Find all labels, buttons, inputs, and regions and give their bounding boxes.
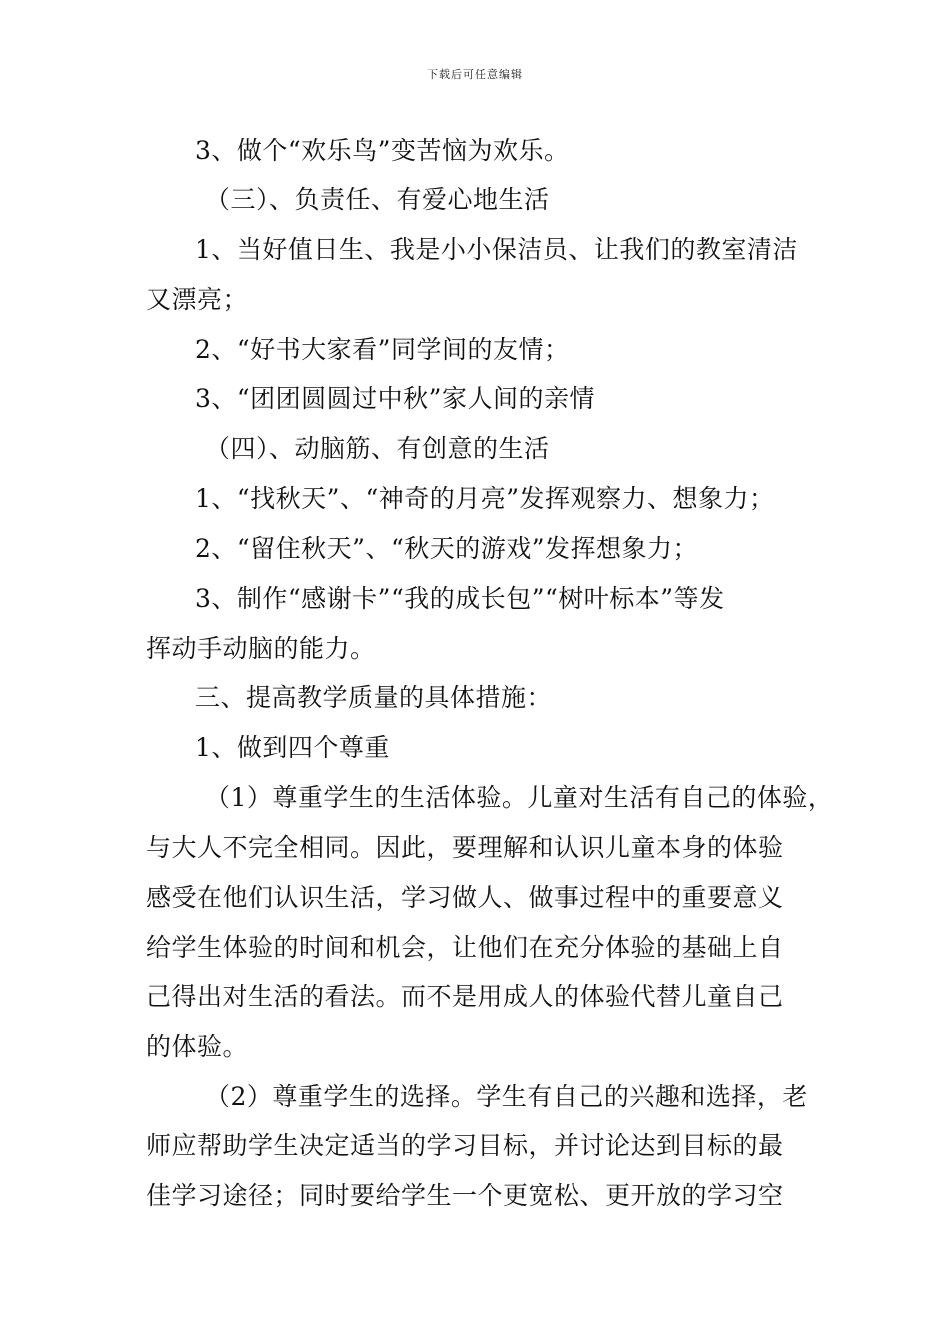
text-line: （1）尊重学生的生活体验。儿童对生活有自己的体验， [205,783,834,812]
text-line: 1、“找秋天”、“神奇的月亮”发挥观察力、想象力； [195,484,775,513]
page-header: 下载后可任意编辑 [427,68,523,81]
text-line: 1、当好值日生、我是小小保洁员、让我们的教室清洁 [195,235,798,264]
text-line: 3、做个“欢乐鸟”变苦恼为欢乐。 [195,136,570,165]
text-line: 与大人不完全相同。因此，要理解和认识儿童本身的体验 [146,833,784,862]
text-line: （2）尊重学生的选择。学生有自己的兴趣和选择，老 [205,1082,808,1111]
text-line: 3、制作“感谢卡”“我的成长包”“树叶标本”等发 [195,584,725,613]
text-line: 给学生体验的时间和机会，让他们在充分体验的基础上自 [146,933,784,962]
text-line: 又漂亮； [146,285,249,314]
text-line: 师应帮助学生决定适当的学习目标，并讨论达到目标的最 [146,1131,784,1160]
text-line: 己得出对生活的看法。而不是用成人的体验代替儿童自己 [146,982,784,1011]
text-line: 佳学习途径；同时要给学生一个更宽松、更开放的学习空 [146,1181,784,1210]
text-line: 1、做到四个尊重 [195,733,390,762]
text-line: 3、“团团圆圆过中秋”家人间的亲情 [195,384,595,413]
text-line: 挥动手动脑的能力。 [146,634,376,663]
text-line: 感受在他们认识生活，学习做人、做事过程中的重要意义 [146,883,784,912]
text-line: 的体验。 [146,1032,249,1061]
text-line: 2、“留住秋天”、“秋天的游戏”发挥想象力； [195,534,699,563]
section-heading: （四）、动脑筋、有创意的生活 [205,434,550,463]
text-line: 2、“好书大家看”同学间的友情； [195,335,570,364]
section-heading: 三、提高教学质量的具体措施： [195,683,553,712]
section-heading: （三）、负责任、有爱心地生活 [205,185,550,214]
